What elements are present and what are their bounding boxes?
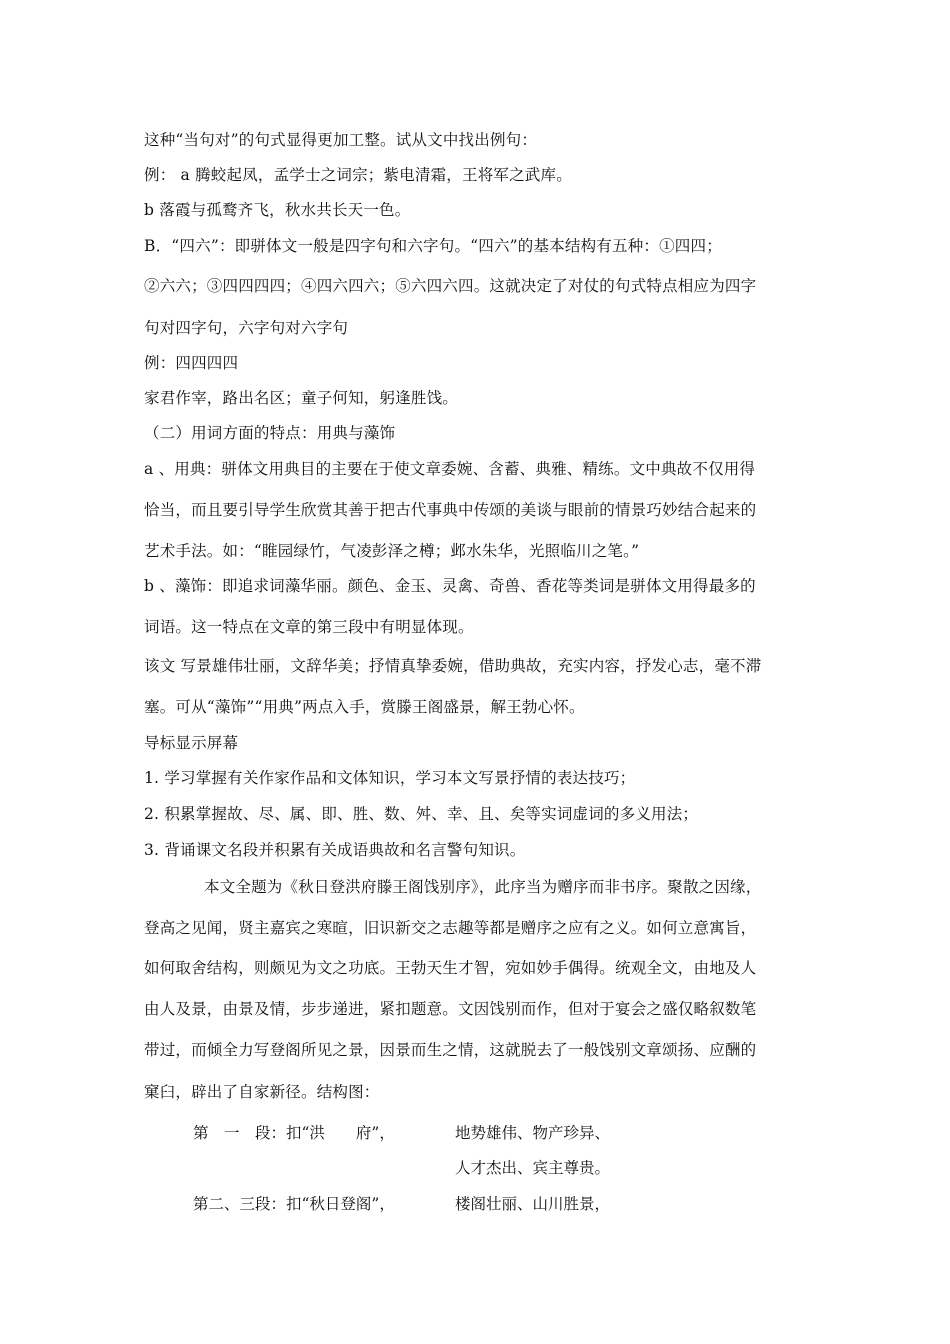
text-line: a 、用典：骈体文用典目的主要在于使文章委婉、含蓄、典雅、精练。文中典故不仅用得 (144, 460, 756, 478)
text-line: 塞。可从“藻饰”“用典”两点入手，赏滕王阁盛景，解王勃心怀。 (144, 698, 585, 716)
structure-row-label: 第二、三段：扣“秋日登阁”， (193, 1195, 395, 1213)
text-line: 该文 写景雄伟壮丽，文辞华美；抒情真挚委婉，借助典故，充实内容，抒发心志，毫不滞 (144, 657, 762, 675)
text-line: 例： a 腾蛟起凤，孟学士之词宗；紫电清霜，王将军之武库。 (144, 166, 572, 184)
section-heading: （二）用词方面的特点：用典与藻饰 (144, 424, 396, 442)
text-line: 艺术手法。如：“睢园绿竹，气凌彭泽之樽；邺水朱华，光照临川之笔。” (144, 542, 640, 560)
text-line: b 、藻饰：即追求词藻华丽。颜色、金玉、灵禽、奇兽、香花等类词是骈体文用得最多的 (144, 577, 756, 595)
text-line: 例：四四四四 (144, 354, 239, 372)
paragraph-line: 由人及景，由景及情，步步递进，紧扣题意。文因饯别而作，但对于宴会之盛仅略叙数笔 (144, 1000, 757, 1018)
paragraph-line: 窠臼，辟出了自家新径。结构图： (144, 1083, 380, 1101)
list-item: 3. 背诵课文名段并积累有关成语典故和名言警句知识。 (144, 841, 526, 859)
text-line: 词语。这一特点在文章的第三段中有明显体现。 (144, 618, 474, 636)
list-item: 1. 学习掌握有关作家作品和文体知识，学习本文写景抒情的表达技巧； (144, 769, 636, 787)
structure-row-label: 第 一 段：扣“洪 府”， (193, 1124, 395, 1142)
text-line: b 落霞与孤鹜齐飞，秋水共长天一色。 (144, 201, 411, 219)
text-line: 句对四字句，六字句对六字句 (144, 319, 349, 337)
paragraph-line: 带过，而倾全力写登阁所见之景，因景而生之情，这就脱去了一般饯别文章颂扬、应酬的 (144, 1041, 757, 1059)
text-line: 家君作宰，路出名区；童子何知，躬逢胜饯。 (144, 389, 459, 407)
structure-row-content: 地势雄伟、物产珍异、 (455, 1124, 611, 1142)
paragraph-line: 登高之见闻，贤主嘉宾之寒暄，旧识新交之志趣等都是赠序之应有之义。如何立意寓旨， (144, 919, 757, 937)
text-line: 这种“当句对”的句式显得更加工整。试从文中找出例句： (144, 131, 538, 149)
text-line: ②六六；③四四四四；④四六四六；⑤六四六四。这就决定了对仗的句式特点相应为四字 (144, 277, 757, 295)
text-line: 恰当，而且要引导学生欣赏其善于把古代事典中传颂的美谈与眼前的情景巧妙结合起来的 (144, 501, 757, 519)
paragraph-line: 本文全题为《秋日登洪府滕王阁饯别序》，此序当为赠序而非书序。聚散之因缘， (204, 878, 762, 896)
structure-row-content: 人才杰出、宾主尊贵。 (455, 1159, 611, 1177)
paragraph-line: 如何取舍结构，则颇见为文之功底。王勃天生才智，宛如妙手偶得。统观全文，由地及人 (144, 959, 757, 977)
list-item: 2. 积累掌握故、尽、属、即、胜、数、舛、幸、且、矣等实词虚词的多义用法； (144, 805, 699, 823)
section-heading: 导标显示屏幕 (144, 734, 239, 752)
text-line: B．“四六”：即骈体文一般是四字句和六字句。“四六”的基本结构有五种：①四四； (144, 237, 722, 255)
structure-row-content: 楼阁壮丽、山川胜景， (455, 1195, 611, 1213)
